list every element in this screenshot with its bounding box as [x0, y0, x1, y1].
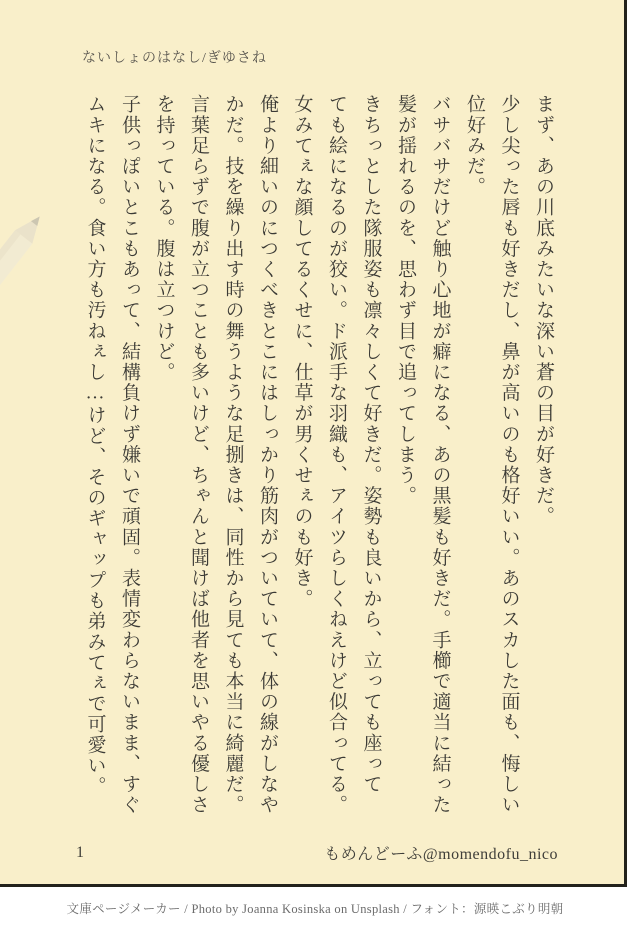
page-number: 1	[76, 844, 84, 861]
footer-bar	[0, 887, 630, 928]
text-column: まず、あの川底みたいな深い蒼の目が好きだ。	[533, 94, 554, 527]
text-column: 俺より細いのにつくべきとこにはしっかり筋肉がついていて、体の線がしなや	[257, 94, 278, 815]
text-column: 少し尖った唇も好きだし、鼻が高いのも格好いい。あのスカした面も、悔しい	[498, 94, 520, 815]
text-column: 位好みだ。	[464, 94, 485, 197]
author-credit: もめんどーふ@momendofu_nico	[324, 846, 558, 863]
text-column: ても絵になるのが狡い。ド派手な羽織も、アイツらしくねえけど似合ってる。	[326, 94, 347, 815]
text-column: バサバサだけど触り心地が癖になる、あの黒髪も好きだ。手櫛で適当に結った	[429, 94, 451, 815]
pencil-icon	[0, 196, 54, 306]
text-column: ムキになる。食い方も汚ねぇし…けど、そのギャップも弟みてぇで可愛い。	[84, 94, 106, 797]
footer-credit-text: 文庫ページメーカー / Photo by Joanna Kosinska on Unsplash / フォント：源暎こぶり明朝	[66, 901, 564, 916]
body-text	[77, 94, 560, 818]
text-column: を持っている。腹は立つけど。	[153, 94, 175, 383]
text-column: 女みてぇな顔してるくせに、仕草が男くせぇのも好き。	[291, 94, 313, 609]
text-column: 言葉足らずで腹が立つことも多いけど、ちゃんと聞けば他者を思いやる優しさ	[188, 94, 209, 815]
text-column: きちっとした隊服姿も凛々しくて好きだ。姿勢も良いから、立っても座って	[360, 94, 382, 795]
text-column: 子供っぽいとこもあって、結構負けず嫌いで頑固。表情変わらないまま、すぐ	[119, 94, 140, 815]
text-column: 髪が揺れるのを、思わず目で追ってしまう。	[395, 94, 416, 506]
text-column: かだ。技を繰り出す時の舞うような足捌きは、同性から見ても本当に綺麗だ。	[222, 94, 244, 815]
page-title: ないしょのはなし/ぎゆさね	[82, 51, 267, 66]
